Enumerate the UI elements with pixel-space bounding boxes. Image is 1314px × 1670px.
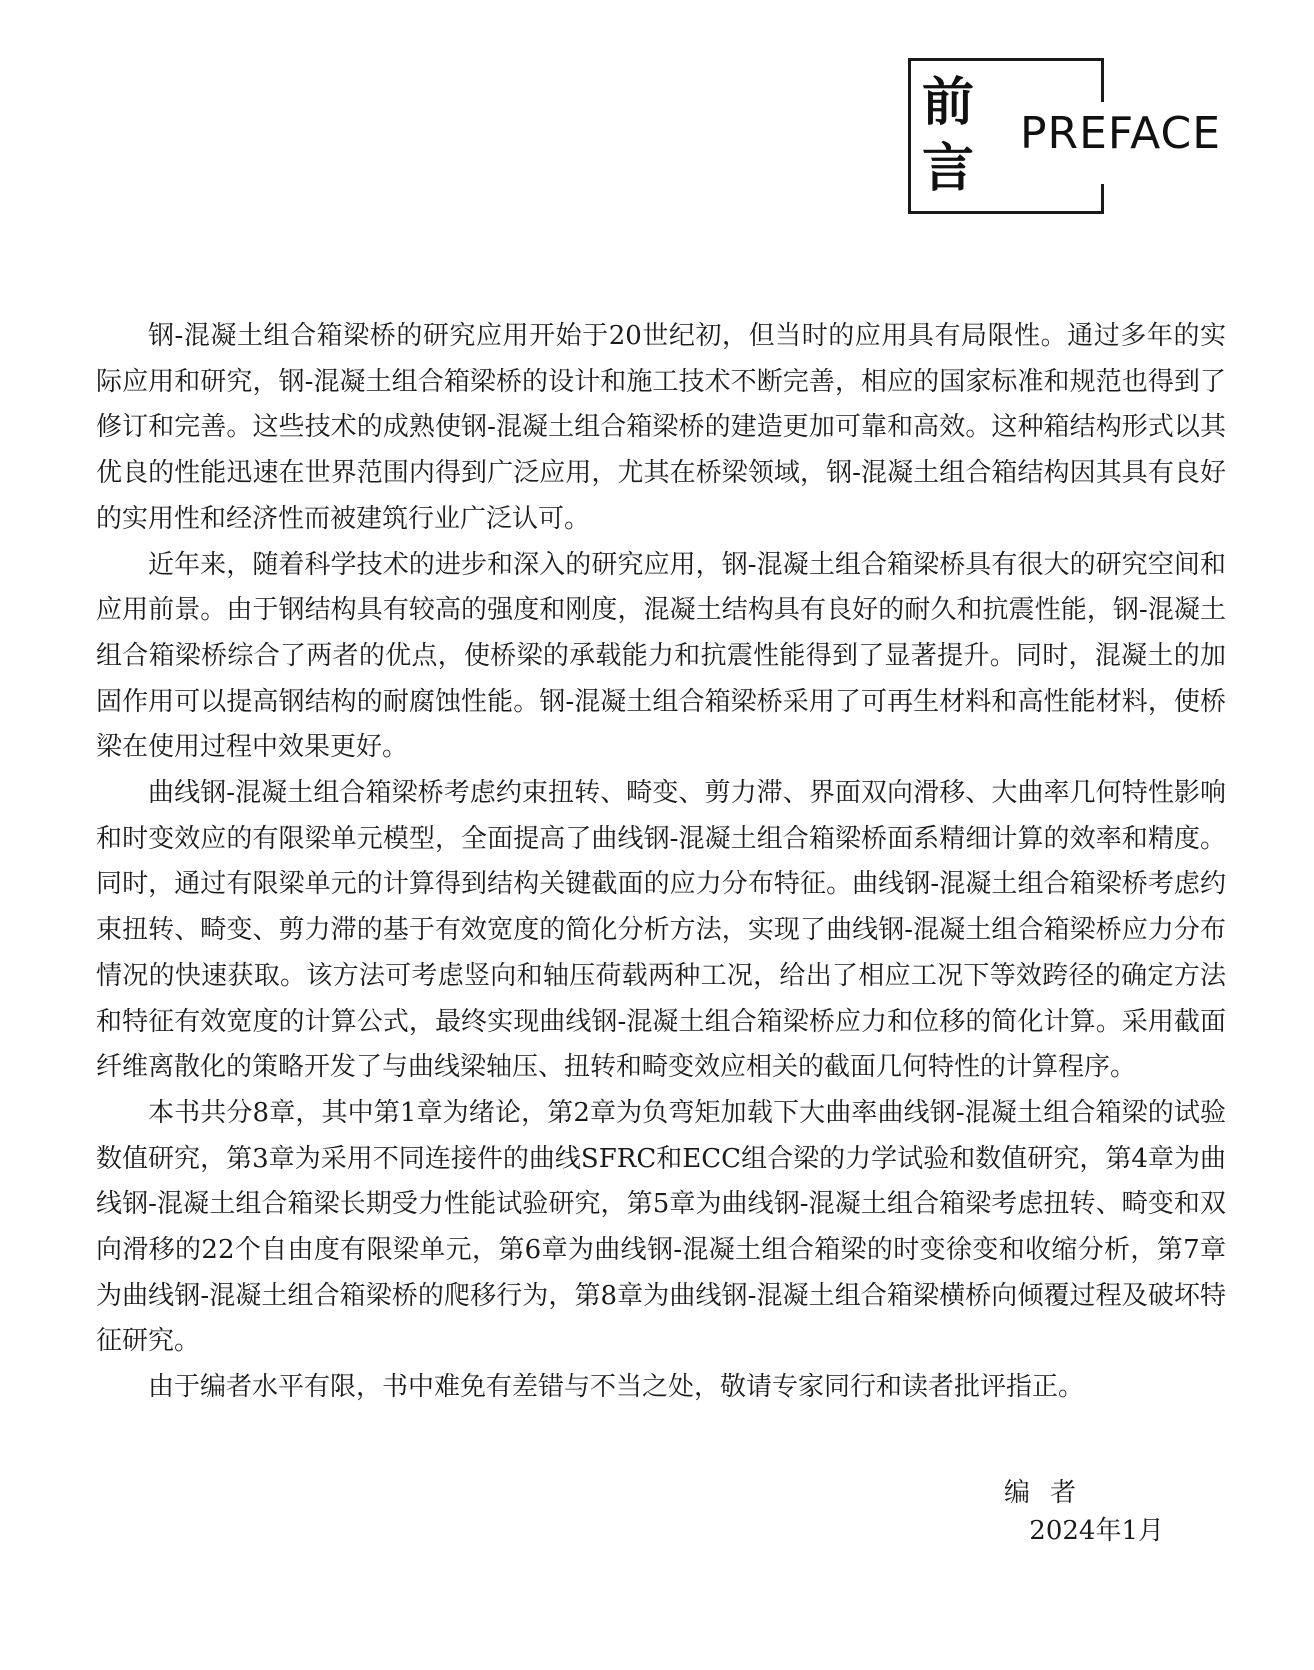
frame-line-left xyxy=(908,58,911,214)
chinese-title xyxy=(922,70,994,202)
paragraph-1: 钢-混凝土组合箱梁桥的研究应用开始于20世纪初，但当时的应用具有局限性。通过多年的实际应用和研究，钢-混凝土组合箱梁桥的设计和施工技术不断完善，相应的国家标准和规范也得到了修订和完善。这些技术的成熟使钢-混凝土组合箱梁桥的建造更加可靠和高效。这种箱结构形式以其优良的性能迅速在世界范围内得到广泛应用，尤其在桥梁领域，钢-混凝土组合箱结构因其具有良好的实用性和经济性而被建筑行业广泛认可。 xyxy=(96,321,1226,534)
signature-date: 2024年1月 xyxy=(1029,1516,1164,1546)
paragraph-3: 曲线钢-混凝土组合箱梁桥考虑约束扭转、畸变、剪力滞、界面双向滑移、大曲率几何特性影响和时变效应的有限梁单元模型，全面提高了曲线钢-混凝土组合箱梁桥面系精细计算的效率和精度。同时，通过有限梁单元的计算得到结构关键截面的应力分布特征。曲线钢-混凝土组合箱梁桥考虑约束扭转、畸变、剪力滞的基于有效宽度的简化分析方法，实现了曲线钢-混凝土组合箱梁桥应力分布情况的快速获取。该方法可考虑竖向和轴压荷载两种工况，给出了相应工况下等效跨径的确定方法和特征有效宽度的计算公式，最终实现曲线钢-混凝土组合箱梁桥应力和位移的简化计算。采用截面纤维离散化的策略开发了与曲线梁轴压、扭转和畸变效应相关的截面几何特性的计算程序。 xyxy=(96,778,1226,1083)
paragraph-2: 近年来，随着科学技术的进步和深入的研究应用，钢-混凝土组合箱梁桥具有很大的研究空间和应用前景。由于钢结构具有较高的强度和刚度，混凝土结构具有良好的耐久和抗震性能，钢-混凝土组合箱梁桥综合了两者的优点，使桥梁的承载能力和抗震性能得到了显著提升。同时，混凝土的加固作用可以提高钢结构的耐腐蚀性能。钢-混凝土组合箱梁桥采用了可再生材料和高性能材料，使桥梁在使用过程中效果更好。 xyxy=(96,549,1226,763)
chinese-title-line-1: 前 xyxy=(922,73,975,133)
frame-line-bottom xyxy=(908,211,1104,214)
preface-body xyxy=(96,314,1226,1411)
paragraph-5: 由于编者水平有限，书中难免有差错与不当之处，敬请专家同行和读者批评指正。 xyxy=(148,1372,1085,1403)
preface-header xyxy=(908,58,1222,214)
frame-line-top xyxy=(908,58,1104,61)
chinese-title-line-2: 言 xyxy=(922,139,975,199)
english-title: PREFACE xyxy=(1020,108,1222,159)
frame-line-right-bottom xyxy=(1101,184,1104,214)
paragraph-4: 本书共分8章，其中第1章为绪论，第2章为负弯矩加载下大曲率曲线钢-混凝土组合箱梁的试验数值研究，第3章为采用不同连接件的曲线SFRC和ECC组合梁的力学试验和数值研究，第4章为曲线钢-混凝土组合箱梁长期受力性能试验研究，第5章为曲线钢-混凝土组合箱梁考虑扭转、畸变和双向滑移的22个自由度有限梁单元，第6章为曲线钢-混凝土组合箱梁的时变徐变和收缩分析，第7章为曲线钢-混凝土组合箱梁桥的爬移行为，第8章为曲线钢-混凝土组合箱梁横桥向倾覆过程及破坏特征研究。 xyxy=(96,1097,1226,1357)
signature-block xyxy=(900,1474,1170,1550)
frame-line-right-top xyxy=(1101,58,1104,102)
signature-author: 编者 xyxy=(1003,1478,1096,1508)
